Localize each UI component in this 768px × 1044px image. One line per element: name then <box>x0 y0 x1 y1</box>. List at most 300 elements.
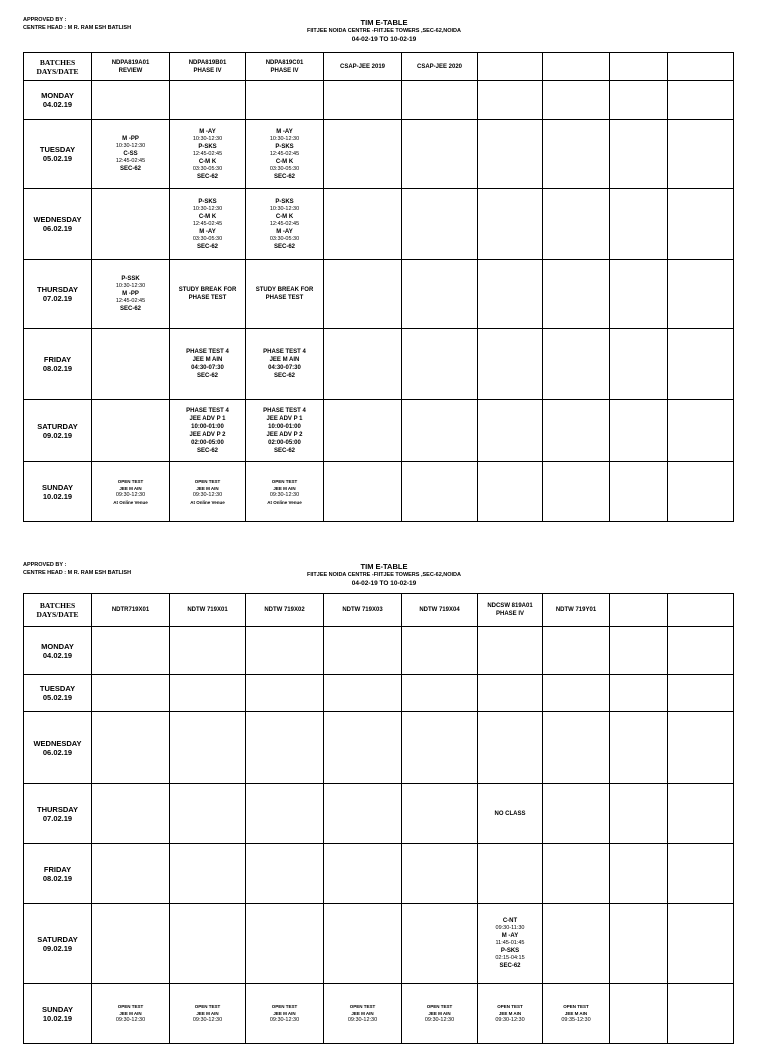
schedule-cell <box>170 627 246 675</box>
cell-line: P-SKS <box>198 198 217 205</box>
schedule-cell <box>92 784 170 844</box>
schedule-cell <box>668 784 734 844</box>
cell-line: SEC-62 <box>273 173 295 180</box>
schedule-cell <box>246 260 324 329</box>
cell-line: SEC-62 <box>196 373 218 379</box>
cell-line: 06.02.19 <box>42 747 73 757</box>
schedule-cell <box>92 984 170 1044</box>
time-slot: 09:30-12:30 <box>495 1017 525 1023</box>
cell-line: REVIEW <box>118 67 143 74</box>
time-slot: 09:35-12:30 <box>561 1017 591 1023</box>
cell-line: P-SKS <box>275 198 294 205</box>
day-date-cell <box>24 784 92 844</box>
cell-line: 04:30-07:30 <box>191 365 224 371</box>
cell-line: PHASE TEST <box>188 295 227 301</box>
schedule-cell <box>324 844 402 904</box>
time-slot: 09:30-12:30 <box>269 491 300 498</box>
cell-line: NDTW 719X04 <box>419 607 460 613</box>
day-date-cell <box>24 904 92 984</box>
cell-line: OPEN TEST <box>426 1004 453 1009</box>
schedule-cell <box>402 462 478 522</box>
table-row <box>24 904 734 984</box>
cell-line: 10:00-01:00 <box>268 423 301 430</box>
cell-line: CSAP-JEE 2019 <box>339 63 386 70</box>
schedule-cell <box>543 784 610 844</box>
schedule-cell <box>610 462 668 522</box>
schedule-cell <box>246 329 324 400</box>
cell-line: C-M K <box>275 213 294 220</box>
cell-line: FRIDAY <box>43 355 72 364</box>
schedule-cell <box>402 784 478 844</box>
schedule-cell <box>668 984 734 1044</box>
cell-line: DAYS/DATE <box>36 610 79 619</box>
schedule-cell <box>543 329 610 400</box>
schedule-cell <box>668 675 734 712</box>
schedule-cell <box>170 712 246 784</box>
schedule-cell <box>668 712 734 784</box>
schedule-cell <box>478 627 543 675</box>
batch-header <box>668 53 734 81</box>
centre-head-label: CENTRE HEAD : M R. RAM ESH BATLISH <box>23 570 132 576</box>
schedule-cell <box>170 984 246 1044</box>
cell-line: JEE M AIN <box>192 357 223 363</box>
time-slot: 12:45-02:45 <box>192 220 223 227</box>
schedule-cell <box>610 904 668 984</box>
schedule-cell <box>92 120 170 189</box>
cell-line: At Online Venue <box>190 499 225 505</box>
schedule-cell <box>246 189 324 260</box>
schedule-cell <box>478 712 543 784</box>
batch-header <box>610 594 668 627</box>
header-row <box>24 53 734 81</box>
cell-line: PHASE TEST 4 <box>186 349 229 355</box>
timetable-table <box>23 593 734 1044</box>
schedule-cell <box>92 462 170 522</box>
time-slot: 09:30-12:30 <box>347 1017 378 1023</box>
cell-line: 06.02.19 <box>42 224 73 233</box>
cell-line: 08.02.19 <box>42 364 73 373</box>
schedule-cell <box>668 120 734 189</box>
schedule-cell <box>92 675 170 712</box>
cell-line: PHASE TEST 4 <box>263 349 306 355</box>
cell-line: SEC-62 <box>273 243 295 250</box>
cell-line: TUESDAY <box>39 145 76 154</box>
cell-line: NDTW 719X02 <box>264 607 305 613</box>
cell-line: OPEN TEST <box>497 1004 523 1009</box>
schedule-cell <box>170 904 246 984</box>
cell-line: M -AY <box>199 228 216 235</box>
schedule-cell <box>324 784 402 844</box>
schedule-cell <box>170 462 246 522</box>
schedule-cell <box>668 844 734 904</box>
cell-line: M -AY <box>199 128 216 135</box>
schedule-cell <box>478 120 543 189</box>
schedule-cell <box>610 712 668 784</box>
day-date-cell <box>24 844 92 904</box>
schedule-cell <box>324 329 402 400</box>
schedule-cell <box>478 462 543 522</box>
schedule-cell <box>402 400 478 462</box>
table-row <box>24 81 734 120</box>
batch-header <box>543 53 610 81</box>
cell-line: THURSDAY <box>37 285 78 294</box>
batch-header <box>610 53 668 81</box>
schedule-cell <box>92 627 170 675</box>
table-row <box>24 462 734 522</box>
time-slot: 03:30-05:30 <box>269 235 300 242</box>
cell-line: JEE M AIN <box>119 485 142 491</box>
cell-line: JEE M AIN <box>269 357 300 363</box>
schedule-cell <box>92 400 170 462</box>
cell-line: MONDAY <box>41 91 74 100</box>
cell-line: OPEN TEST <box>271 478 298 484</box>
schedule-cell <box>92 844 170 904</box>
schedule-cell <box>668 627 734 675</box>
cell-line: OPEN TEST <box>271 1004 298 1009</box>
cell-line: 08.02.19 <box>42 873 73 883</box>
schedule-cell <box>324 189 402 260</box>
cell-line: NDPA819C01 <box>265 59 304 66</box>
cell-line: SEC-62 <box>273 373 295 379</box>
schedule-cell <box>668 329 734 400</box>
schedule-cell <box>610 675 668 712</box>
cell-line: CSAP-JEE 2020 <box>416 63 463 70</box>
table-row <box>24 984 734 1044</box>
schedule-cell <box>170 329 246 400</box>
cell-line: SEC-62 <box>273 447 295 454</box>
schedule-cell <box>246 627 324 675</box>
time-slot: 03:30-05:30 <box>192 235 223 242</box>
cell-line: WEDNESDAY <box>33 215 82 224</box>
cell-line: JEE M AIN <box>428 1011 451 1016</box>
table-row <box>24 120 734 189</box>
cell-line: P-SKS <box>275 143 294 150</box>
time-slot: 09:30-12:30 <box>269 1017 300 1023</box>
cell-line: 04.02.19 <box>42 650 73 660</box>
cell-line: SEC-62 <box>499 963 521 969</box>
time-slot: 10:30-12:30 <box>192 135 223 142</box>
schedule-cell <box>246 904 324 984</box>
schedule-cell <box>478 904 543 984</box>
schedule-cell <box>246 984 324 1044</box>
schedule-cell <box>610 81 668 120</box>
schedule-cell <box>170 844 246 904</box>
schedule-cell <box>543 675 610 712</box>
cell-line: 02:00-05:00 <box>191 439 224 446</box>
cell-line: JEE ADV P 2 <box>266 431 303 438</box>
cell-line: M -PP <box>122 291 139 297</box>
cell-line: DAYS/DATE <box>36 66 79 76</box>
schedule-cell <box>324 984 402 1044</box>
schedule-cell <box>246 844 324 904</box>
time-slot: 10:30-12:30 <box>269 205 300 212</box>
day-date-cell <box>24 984 92 1044</box>
header-row <box>24 594 734 627</box>
timetable-heading <box>0 18 768 45</box>
cell-line: JEE ADV P 1 <box>189 415 226 422</box>
cell-line: STUDY BREAK FOR <box>178 287 237 293</box>
cell-line: 05.02.19 <box>42 154 73 163</box>
cell-line: JEE M AIN <box>196 485 219 491</box>
schedule-cell <box>402 189 478 260</box>
time-slot: 12:45-02:45 <box>269 150 300 157</box>
time-slot: 09:30-12:30 <box>192 1017 223 1023</box>
day-date-cell <box>24 462 92 522</box>
table-row <box>24 260 734 329</box>
cell-line: C-NT <box>502 918 518 924</box>
schedule-cell <box>170 81 246 120</box>
centre-subtitle: FIITJEE NOIDA CENTRE -FIITJEE TOWERS ,SEC-62,NOIDA <box>306 28 462 34</box>
cell-line: SUNDAY <box>42 1004 73 1014</box>
schedule-cell <box>324 675 402 712</box>
schedule-cell <box>402 329 478 400</box>
batch-header <box>478 53 543 81</box>
cell-line: 10.02.19 <box>42 491 73 501</box>
time-slot: 09:30-12:30 <box>424 1017 455 1023</box>
schedule-cell <box>402 120 478 189</box>
schedule-cell <box>402 904 478 984</box>
cell-line: NDPA819B01 <box>188 59 227 66</box>
schedule-cell <box>543 400 610 462</box>
schedule-cell <box>543 462 610 522</box>
batch-header <box>92 53 170 81</box>
schedule-cell <box>543 120 610 189</box>
batch-header <box>170 594 246 627</box>
approved-by-label: APPROVED BY : <box>23 562 67 568</box>
cell-line: NDPA819A01 <box>111 59 150 66</box>
schedule-cell <box>478 784 543 844</box>
schedule-cell <box>543 712 610 784</box>
schedule-cell <box>170 120 246 189</box>
time-slot: 09:30-11:30 <box>495 925 525 931</box>
schedule-cell <box>543 844 610 904</box>
schedule-cell <box>402 260 478 329</box>
cell-line: 07.02.19 <box>42 813 73 823</box>
schedule-cell <box>668 189 734 260</box>
cell-line: SEC-62 <box>119 306 141 312</box>
cell-line: OPEN TEST <box>563 1004 589 1009</box>
day-date-cell <box>24 120 92 189</box>
schedule-cell <box>543 904 610 984</box>
batch-header <box>170 53 246 81</box>
schedule-cell <box>543 189 610 260</box>
cell-line: 02:00-05:00 <box>268 439 301 446</box>
timetable-table <box>23 52 734 522</box>
schedule-cell <box>610 784 668 844</box>
table-row <box>24 784 734 844</box>
schedule-cell <box>610 329 668 400</box>
schedule-cell <box>478 984 543 1044</box>
schedule-cell <box>478 675 543 712</box>
cell-line: 09.02.19 <box>42 943 73 953</box>
schedule-cell <box>324 627 402 675</box>
time-slot: 12:45-02:45 <box>269 220 300 227</box>
schedule-cell <box>402 627 478 675</box>
cell-line: PHASE IV <box>193 67 222 74</box>
time-slot: 10:30-12:30 <box>115 283 146 289</box>
cell-line: JEE M AIN <box>273 1011 296 1016</box>
schedule-cell <box>668 81 734 120</box>
time-slot: 10:30-12:30 <box>192 205 223 212</box>
schedule-cell <box>92 260 170 329</box>
cell-line: OPEN TEST <box>194 1004 221 1009</box>
cell-line: At Online Venue <box>113 499 148 505</box>
schedule-cell <box>543 627 610 675</box>
cell-line: PHASE IV <box>495 611 524 617</box>
day-date-cell <box>24 189 92 260</box>
day-date-cell <box>24 81 92 120</box>
schedule-cell <box>402 81 478 120</box>
cell-line: SATURDAY <box>37 421 78 431</box>
table-row <box>24 329 734 400</box>
cell-line: OPEN TEST <box>349 1004 376 1009</box>
cell-line: NO CLASS <box>494 810 526 817</box>
cell-line: M -AY <box>501 933 519 939</box>
batch-header <box>246 594 324 627</box>
table-row <box>24 712 734 784</box>
cell-line: M -AY <box>276 128 293 135</box>
schedule-cell <box>478 400 543 462</box>
cell-line: P-SKS <box>198 143 217 150</box>
day-date-cell <box>24 329 92 400</box>
cell-line: 10:00-01:00 <box>191 423 224 430</box>
schedule-cell <box>402 984 478 1044</box>
schedule-cell <box>92 329 170 400</box>
cell-line: 05.02.19 <box>42 693 73 702</box>
table-row <box>24 675 734 712</box>
schedule-cell <box>543 260 610 329</box>
schedule-cell <box>478 189 543 260</box>
timetable-heading <box>0 562 768 589</box>
cell-line: P-SSK <box>121 276 140 282</box>
cell-line: JEE M AIN <box>498 1011 522 1016</box>
table-row <box>24 844 734 904</box>
batch-header <box>246 53 324 81</box>
cell-line: OPEN TEST <box>117 1004 144 1009</box>
schedule-cell <box>324 712 402 784</box>
batch-header <box>324 53 402 81</box>
timetable-title: TIM E-TABLE <box>360 18 408 27</box>
cell-line: JEE ADV P 2 <box>189 431 226 438</box>
cell-line: PHASE IV <box>270 67 299 74</box>
schedule-cell <box>610 844 668 904</box>
schedule-cell <box>668 462 734 522</box>
cell-line: JEE M AIN <box>119 1011 142 1016</box>
schedule-cell <box>170 189 246 260</box>
batch-header <box>543 594 610 627</box>
cell-line: STUDY BREAK FOR <box>255 287 314 293</box>
cell-line: C-M K <box>275 158 294 165</box>
schedule-cell <box>610 120 668 189</box>
time-slot: 12:45-02:45 <box>115 158 146 164</box>
cell-line: NDTR719X01 <box>111 607 150 613</box>
table-row <box>24 400 734 462</box>
schedule-cell <box>246 675 324 712</box>
schedule-cell <box>246 120 324 189</box>
table-row <box>24 627 734 675</box>
cell-line: PHASE TEST <box>265 295 304 301</box>
cell-line: THURSDAY <box>37 804 78 814</box>
cell-line: PHASE TEST 4 <box>263 407 306 414</box>
batch-header <box>324 594 402 627</box>
schedule-cell <box>610 189 668 260</box>
time-slot: 09:30-12:30 <box>115 1017 146 1023</box>
timetable-title: TIM E-TABLE <box>360 562 408 571</box>
batch-header <box>92 594 170 627</box>
date-range: 04-02-19 TO 10-02-19 <box>351 580 417 587</box>
schedule-cell <box>170 784 246 844</box>
schedule-cell <box>324 81 402 120</box>
day-date-cell <box>24 627 92 675</box>
cell-line: NDCSW 819A01 <box>487 603 533 609</box>
schedule-cell <box>478 260 543 329</box>
cell-line: JEE M AIN <box>196 1011 219 1016</box>
time-slot: 03:30-05:30 <box>269 165 300 172</box>
schedule-cell <box>668 400 734 462</box>
cell-line: M -PP <box>122 136 139 142</box>
schedule-cell <box>610 400 668 462</box>
cell-line: FRIDAY <box>43 864 72 874</box>
schedule-cell <box>92 189 170 260</box>
day-date-cell <box>24 400 92 462</box>
time-slot: 12:45-02:45 <box>192 150 223 157</box>
batches-days-header <box>24 594 92 627</box>
cell-line: P-SKS <box>500 948 520 954</box>
batch-header <box>402 53 478 81</box>
batches-days-header <box>24 53 92 81</box>
time-slot: 10:30-12:30 <box>269 135 300 142</box>
cell-line: 04.02.19 <box>42 100 73 109</box>
cell-line: SEC-62 <box>196 173 218 180</box>
schedule-cell <box>478 844 543 904</box>
time-slot: 11:45-01:45 <box>495 940 525 946</box>
cell-line: PHASE TEST 4 <box>186 407 229 414</box>
schedule-cell <box>324 120 402 189</box>
batch-header <box>478 594 543 627</box>
time-slot: 02:15-04:15 <box>495 955 525 961</box>
schedule-cell <box>246 712 324 784</box>
cell-line: NDTW 719X01 <box>187 607 228 613</box>
day-date-cell <box>24 712 92 784</box>
cell-line: OPEN TEST <box>117 478 144 484</box>
schedule-cell <box>668 904 734 984</box>
schedule-cell <box>543 984 610 1044</box>
schedule-cell <box>324 400 402 462</box>
schedule-cell <box>478 81 543 120</box>
cell-line: BATCHES <box>39 601 76 610</box>
date-range: 04-02-19 TO 10-02-19 <box>351 36 417 43</box>
schedule-cell <box>92 712 170 784</box>
cell-line: JEE ADV P 1 <box>266 415 303 422</box>
schedule-cell <box>610 984 668 1044</box>
cell-line: MONDAY <box>41 641 74 651</box>
cell-line: M -AY <box>276 228 293 235</box>
cell-line: C-SS <box>123 151 138 157</box>
schedule-cell <box>92 81 170 120</box>
cell-line: NDTW 719Y01 <box>555 607 597 613</box>
cell-line: SEC-62 <box>119 166 141 172</box>
cell-line: TUESDAY <box>39 684 76 693</box>
schedule-cell <box>543 81 610 120</box>
cell-line: BATCHES <box>39 57 76 67</box>
cell-line: 09.02.19 <box>42 430 73 440</box>
schedule-cell <box>324 904 402 984</box>
schedule-cell <box>478 329 543 400</box>
schedule-cell <box>402 712 478 784</box>
schedule-cell <box>246 462 324 522</box>
cell-line: OPEN TEST <box>194 478 221 484</box>
cell-line: 10.02.19 <box>42 1013 73 1023</box>
